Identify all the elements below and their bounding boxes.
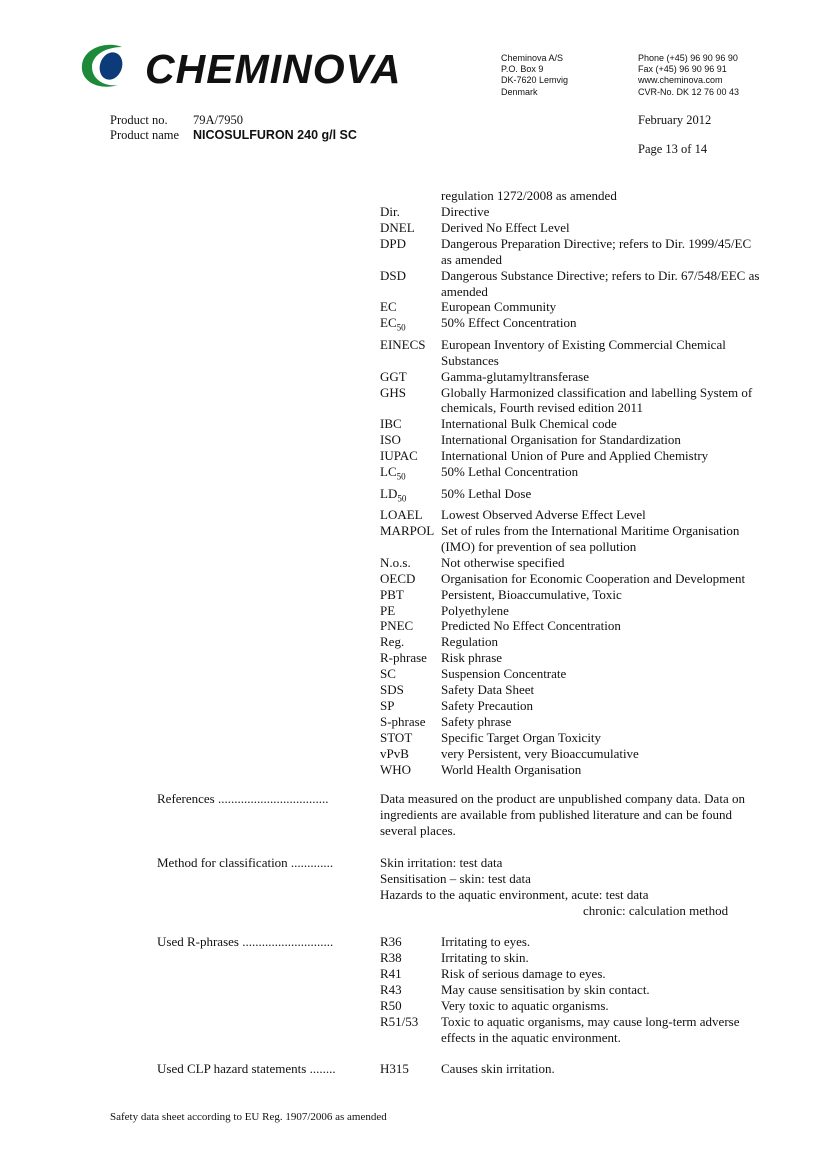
definition-row bbox=[380, 746, 780, 762]
definition: Irritating to skin. bbox=[441, 950, 529, 965]
term-text: STOT bbox=[380, 729, 413, 745]
definition-row bbox=[380, 1014, 780, 1046]
clp-list bbox=[380, 1061, 780, 1077]
term bbox=[380, 299, 441, 315]
term bbox=[380, 714, 441, 730]
term bbox=[380, 698, 441, 714]
definition: 50% Effect Concentration bbox=[441, 315, 577, 331]
definition-row bbox=[380, 204, 780, 220]
definition-row bbox=[380, 315, 780, 337]
address-line: Cheminova A/S bbox=[501, 53, 564, 63]
definition-row bbox=[380, 698, 780, 714]
definition: Not otherwise specified bbox=[441, 554, 565, 570]
term bbox=[380, 1061, 441, 1077]
phone-line: Phone (+45) 96 90 96 90 bbox=[638, 53, 738, 63]
definition-row bbox=[380, 369, 780, 385]
r-phrases-list bbox=[380, 934, 780, 1046]
definition: Specific Target Organ Toxicity bbox=[441, 729, 602, 745]
term-text: MARPOL bbox=[380, 523, 435, 538]
definition-row bbox=[380, 486, 780, 508]
definition-row bbox=[380, 416, 780, 432]
term bbox=[380, 603, 441, 619]
definition-row bbox=[380, 523, 780, 555]
term bbox=[380, 448, 441, 464]
abbreviation-list bbox=[380, 204, 780, 778]
fax-line: Fax (+45) 96 90 96 91 bbox=[638, 64, 727, 75]
term-text: EC bbox=[380, 315, 397, 331]
definition: 50% Lethal Concentration bbox=[441, 464, 579, 480]
cvr-line: CVR-No. DK 12 76 00 43 bbox=[638, 86, 740, 97]
definition-row bbox=[380, 650, 780, 666]
term bbox=[380, 950, 441, 966]
classification-label: Method for classification ............. bbox=[157, 855, 334, 870]
definition: World Health Organisation bbox=[441, 761, 582, 777]
definition-row bbox=[380, 220, 780, 236]
definition-row bbox=[380, 507, 780, 523]
product-name-value: NICOSULFURON 240 g/l SC bbox=[193, 128, 357, 142]
definition: Regulation bbox=[441, 634, 499, 650]
term-text: ISO bbox=[380, 432, 401, 448]
term bbox=[380, 730, 441, 746]
classification-line: chronic: calculation method bbox=[583, 903, 729, 918]
definition: European Inventory of Existing Commercial Chemical Substances bbox=[441, 336, 726, 368]
term bbox=[380, 618, 441, 634]
definition: Toxic to aquatic organisms, may cause long-term adverse effects in the aquatic environment. bbox=[441, 1014, 740, 1045]
definition: Persistent, Bioaccumulative, Toxic bbox=[441, 586, 622, 602]
definition: Dangerous Preparation Directive; refers to Dir. 1999/45/EC as amended bbox=[441, 235, 752, 267]
term-text: R-phrase bbox=[380, 650, 427, 666]
term-text: PBT bbox=[380, 586, 404, 602]
definition-row bbox=[380, 682, 780, 698]
term-text: IUPAC bbox=[380, 448, 418, 464]
term-text: Dir. bbox=[380, 204, 400, 219]
product-name-label: Product name bbox=[110, 128, 180, 142]
definition: Very toxic to aquatic organisms. bbox=[441, 998, 609, 1013]
definition: Derived No Effect Level bbox=[441, 219, 570, 235]
term-text: N.o.s. bbox=[380, 554, 411, 570]
address-line: P.O. Box 9 bbox=[501, 64, 544, 75]
term-text: R51/53 bbox=[380, 1014, 419, 1029]
definition: International Bulk Chemical code bbox=[441, 416, 617, 432]
term bbox=[380, 762, 441, 778]
term-text: LC bbox=[380, 464, 397, 480]
term bbox=[380, 204, 441, 220]
term bbox=[380, 571, 441, 587]
definition-row bbox=[380, 555, 780, 571]
term-text: SC bbox=[380, 666, 396, 682]
definition-row bbox=[380, 666, 780, 682]
term bbox=[380, 966, 441, 982]
term-subscript: 50 bbox=[397, 493, 407, 504]
definition-row bbox=[380, 1061, 780, 1077]
definition: Set of rules from the International Maritime Organisation (IMO) for prevention of sea pollution bbox=[441, 523, 740, 554]
references-text: Data measured on the product are unpublished company data. Data on ingredients are available from published literature and can be found several places. bbox=[380, 791, 745, 838]
definition-row bbox=[380, 464, 780, 486]
definition-row bbox=[380, 950, 780, 966]
term-text: SP bbox=[380, 697, 395, 713]
definition: Organisation for Economic Cooperation and Development bbox=[441, 570, 746, 586]
term-text: LOAEL bbox=[380, 507, 423, 523]
term bbox=[380, 666, 441, 682]
company-address bbox=[501, 53, 568, 98]
term-text: OECD bbox=[380, 570, 416, 586]
term bbox=[380, 634, 441, 650]
page-footer: Safety data sheet according to EU Reg. 1907/2006 as amended bbox=[110, 1111, 387, 1123]
term-text: DPD bbox=[380, 235, 407, 251]
definition: Globally Harmonized classification and labelling System of chemicals, Fourth revised edition 2011 bbox=[441, 384, 753, 416]
definition: Dangerous Substance Directive; refers to Dir. 67/548/EEC as amended bbox=[441, 267, 760, 299]
definition: Safety Precaution bbox=[441, 697, 534, 713]
definition-row bbox=[380, 730, 780, 746]
term-text: R50 bbox=[380, 998, 402, 1013]
definition-row bbox=[380, 618, 780, 634]
term bbox=[380, 220, 441, 236]
definition-row bbox=[380, 634, 780, 650]
cheminova-logo-mark bbox=[78, 43, 136, 89]
term-text: R43 bbox=[380, 982, 402, 997]
term-text: PE bbox=[380, 602, 396, 618]
abbreviation-continued-text: regulation 1272/2008 as amended bbox=[441, 188, 617, 203]
definition-row bbox=[380, 998, 780, 1014]
term-text: GGT bbox=[380, 368, 407, 384]
references-label: References .................................. bbox=[157, 791, 329, 806]
definition: Risk of serious damage to eyes. bbox=[441, 966, 606, 981]
term bbox=[380, 1014, 441, 1046]
definition: 50% Lethal Dose bbox=[441, 485, 532, 501]
definition: Irritating to eyes. bbox=[441, 934, 531, 949]
term-text: R36 bbox=[380, 934, 402, 949]
term-text: DSD bbox=[380, 267, 407, 283]
term bbox=[380, 982, 441, 998]
term bbox=[380, 268, 441, 300]
definition: Suspension Concentrate bbox=[441, 666, 567, 682]
term-text: R38 bbox=[380, 950, 402, 965]
term bbox=[380, 523, 441, 555]
product-no-label: Product no. bbox=[110, 113, 168, 127]
definition-row bbox=[380, 448, 780, 464]
term-text: S-phrase bbox=[380, 713, 426, 729]
term bbox=[380, 555, 441, 571]
term bbox=[380, 464, 441, 486]
term bbox=[380, 998, 441, 1014]
definition: May cause sensitisation by skin contact. bbox=[441, 982, 650, 997]
website-line: www.cheminova.com bbox=[638, 75, 723, 86]
product-meta-values bbox=[193, 113, 357, 143]
term-subscript: 50 bbox=[396, 322, 406, 333]
definition-row bbox=[380, 934, 780, 950]
classification-line: Sensitisation – skin: test data bbox=[380, 871, 531, 886]
definition-row bbox=[380, 587, 780, 603]
definition: Safety Data Sheet bbox=[441, 682, 535, 698]
company-contact bbox=[638, 53, 739, 98]
definition-row bbox=[380, 268, 780, 300]
classification-line: Skin irritation: test data bbox=[380, 855, 503, 870]
definition: International Union of Pure and Applied Chemistry bbox=[441, 448, 709, 464]
term-text: LD bbox=[380, 485, 398, 501]
definition: Safety phrase bbox=[441, 713, 512, 729]
definition-row bbox=[380, 571, 780, 587]
definition-row bbox=[380, 337, 780, 369]
definition-row bbox=[380, 714, 780, 730]
term bbox=[380, 337, 441, 369]
term bbox=[380, 587, 441, 603]
address-line: Denmark bbox=[501, 86, 538, 97]
term-text: GHS bbox=[380, 384, 407, 400]
term bbox=[380, 385, 441, 417]
document-date: February 2012 bbox=[638, 113, 712, 127]
definition-row bbox=[380, 432, 780, 448]
term-text: EINECS bbox=[380, 336, 426, 352]
term-text: Reg. bbox=[380, 634, 405, 650]
term bbox=[380, 746, 441, 762]
cheminova-logo-text: CHEMINOVA bbox=[145, 46, 402, 92]
clp-label: Used CLP hazard statements ........ bbox=[157, 1061, 336, 1076]
definition: Gamma-glutamyltransferase bbox=[441, 368, 589, 384]
term-text: EC bbox=[380, 299, 397, 315]
term-text: DNEL bbox=[380, 219, 415, 235]
term bbox=[380, 369, 441, 385]
definition: Risk phrase bbox=[441, 650, 503, 666]
classification-line: Hazards to the aquatic environment, acute: test data bbox=[380, 887, 649, 902]
definition: Predicted No Effect Concentration bbox=[441, 618, 621, 634]
definition: International Organisation for Standardization bbox=[441, 432, 681, 448]
term bbox=[380, 682, 441, 698]
term-text: R41 bbox=[380, 966, 402, 981]
definition-row bbox=[380, 299, 780, 315]
definition: Polyethylene bbox=[441, 602, 509, 618]
page-number: Page 13 of 14 bbox=[638, 142, 708, 156]
product-meta-labels bbox=[110, 113, 179, 143]
definition: European Community bbox=[441, 299, 557, 315]
term-text: PNEC bbox=[380, 618, 414, 634]
definition: Directive bbox=[441, 204, 490, 219]
definition: Lowest Observed Adverse Effect Level bbox=[441, 507, 646, 523]
term-text: IBC bbox=[380, 416, 402, 432]
term-text: WHO bbox=[380, 761, 412, 777]
definition-row bbox=[380, 762, 780, 778]
term bbox=[380, 934, 441, 950]
term bbox=[380, 650, 441, 666]
term-text: vPvB bbox=[380, 745, 409, 761]
definition: Causes skin irritation. bbox=[441, 1061, 555, 1076]
term-text: H315 bbox=[380, 1061, 409, 1076]
definition-row bbox=[380, 966, 780, 982]
r-phrases-label: Used R-phrases ............................ bbox=[157, 934, 334, 949]
term bbox=[380, 432, 441, 448]
product-no-value: 79A/7950 bbox=[193, 113, 243, 127]
definition: very Persistent, very Bioaccumulative bbox=[441, 745, 639, 761]
address-line: DK-7620 Lemvig bbox=[501, 75, 569, 86]
definition-row bbox=[380, 982, 780, 998]
term bbox=[380, 315, 441, 337]
term-subscript: 50 bbox=[396, 471, 406, 482]
definition-row bbox=[380, 236, 780, 268]
term-text: SDS bbox=[380, 682, 404, 698]
term bbox=[380, 236, 441, 268]
definition-row bbox=[380, 603, 780, 619]
classification-body bbox=[380, 855, 728, 919]
definition-row bbox=[380, 385, 780, 417]
term bbox=[380, 507, 441, 523]
term bbox=[380, 486, 441, 508]
term bbox=[380, 416, 441, 432]
